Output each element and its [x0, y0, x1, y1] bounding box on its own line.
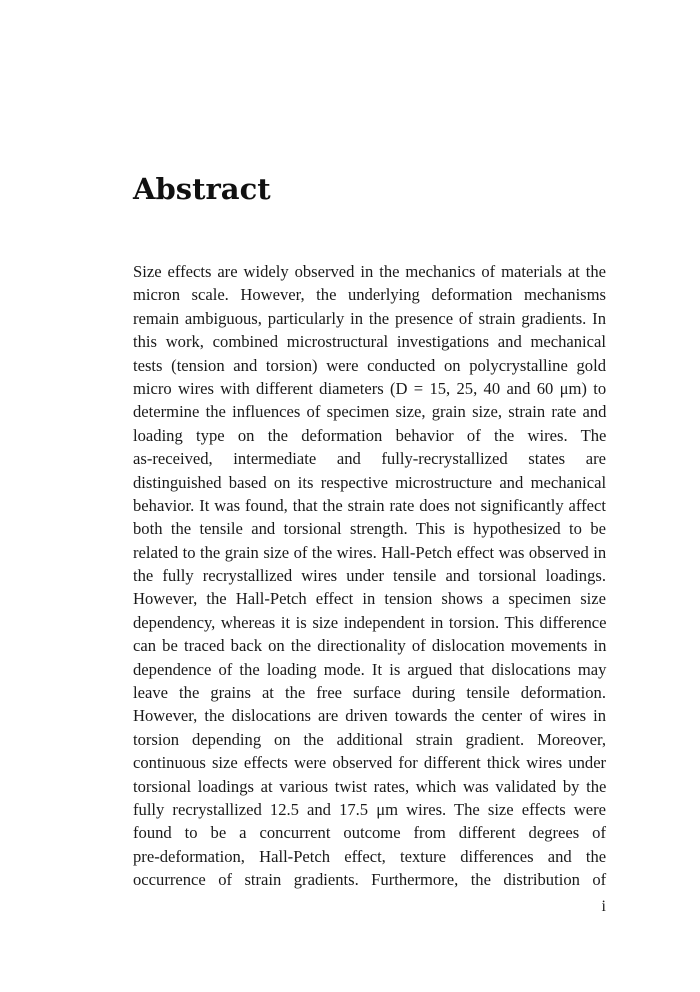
text-line: the fully recrystallized wires under tensile and torsional loadings. [133, 566, 606, 586]
text-line: behavior. It was found, that the strain rate does not significantly affect [133, 495, 606, 515]
text-line: pre-deformation, Hall-Petch effect, texture differences and the [133, 846, 607, 866]
text-line: continuous size effects were observed for different thick wires under [133, 753, 607, 773]
text-line: torsional loadings at various twist rates, which was validated by the [133, 776, 607, 796]
text-line: determine the influences of specimen size, grain size, strain rate and [133, 402, 607, 422]
text-line: this work, combined microstructural investigations and mechanical [133, 332, 606, 352]
text-line: micron scale. However, the underlying deformation mechanisms [133, 285, 606, 305]
text-line: However, the Hall-Petch effect in tension shows a specimen size [133, 589, 606, 609]
text-line: distinguished based on its respective microstructure and mechanical [133, 472, 607, 492]
text-line: dependency, whereas it is size independent in torsion. This difference [133, 612, 607, 632]
text-line: found to be a concurrent outcome from different degrees of [133, 823, 606, 843]
text-line: Size effects are widely observed in the mechanics of materials at the [133, 262, 606, 281]
text-line: dependence of the loading mode. It is argued that dislocations may [133, 659, 607, 679]
text-line: occurrence of strain gradients. Furthermore, the distribution of [133, 870, 607, 890]
text-line: can be traced back on the directionality of dislocation movements in [133, 636, 607, 656]
text-line: tests (tension and torsion) were conducted on polycrystalline gold [133, 355, 606, 375]
text-line: loading type on the deformation behavior of the wires. The [133, 425, 607, 445]
text-line: as-received, intermediate and fully-recrystallized states are [133, 449, 606, 469]
abstract-body [133, 260, 606, 892]
text-line: torsion depending on the additional strain gradient. Moreover, [133, 729, 606, 749]
text-line: leave the grains at the free surface during tensile deformation. [133, 683, 606, 703]
text-line: both the tensile and torsional strength. This is hypothesized to be [133, 519, 606, 539]
text-line: However, the dislocations are driven towards the center of wires in [133, 706, 606, 726]
section-heading: Abstract [133, 172, 271, 206]
page-number: i [601, 898, 606, 915]
text-line: fully recrystallized 12.5 and 17.5 μm wires. The size effects were [133, 799, 606, 819]
text-line: related to the grain size of the wires. Hall-Petch effect was observed in [133, 542, 607, 562]
text-line: remain ambiguous, particularly in the presence of strain gradients. In [133, 308, 606, 328]
text-line: micro wires with different diameters (D = 15, 25, 40 and 60 μm) to [133, 378, 607, 398]
